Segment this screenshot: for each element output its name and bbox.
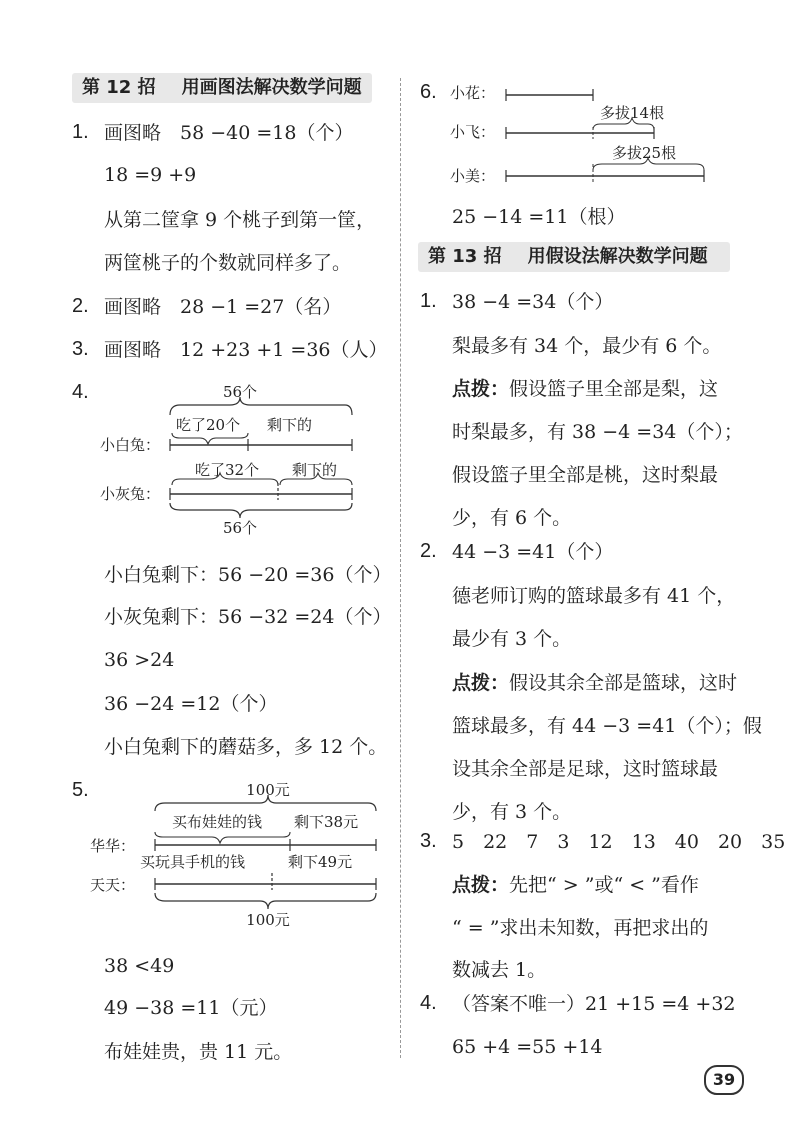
answer-line: 49 −38 =11（元）	[104, 997, 278, 1019]
problem-number: 4.	[420, 992, 437, 1014]
answer-line: 布娃娃贵，贵 11 元。	[104, 1041, 293, 1063]
section-header-12	[72, 73, 372, 103]
answer-line: 梨最多有 34 个，最少有 6 个。	[452, 335, 722, 357]
segment-label: 剩下49元	[288, 853, 353, 871]
page-number: 39	[704, 1065, 744, 1095]
problem-number: 3.	[420, 830, 437, 852]
answer-line: 小白兔剩下：56 −20 =36（个）	[104, 564, 392, 586]
tip-line	[452, 671, 737, 695]
diagram-top-total: 100元	[246, 781, 290, 799]
line-segment-diagram-4	[100, 375, 370, 540]
problem-number: 1.	[420, 290, 437, 312]
column-divider	[400, 78, 401, 1058]
tip-line: 数减去 1。	[452, 959, 547, 981]
line-segment-diagram-6	[440, 78, 720, 193]
problem-number: 4.	[72, 381, 89, 403]
diagram-bottom-total: 56个	[222, 519, 258, 537]
diagram-bottom-total: 100元	[246, 911, 290, 929]
answer-line: 5 22 7 3 12 13 40 20 35	[452, 831, 786, 853]
diagram-top-total: 56个	[222, 383, 258, 401]
section-title: 用假设法解决数学问题	[527, 246, 708, 267]
problem-number: 3.	[72, 338, 89, 360]
segment-label: 剩下的	[267, 416, 313, 434]
problem-number: 2.	[72, 295, 89, 317]
row-label: 小花：	[450, 84, 496, 102]
row-label: 天天：	[90, 876, 136, 894]
problem-number: 1.	[72, 121, 89, 143]
tip-label: 点拨：	[452, 672, 510, 694]
tip-line: “ = ”求出未知数，再把求出的	[452, 917, 709, 939]
answer-line: 小白兔剩下的蘑菇多，多 12 个。	[104, 736, 388, 758]
row-label: 小美：	[450, 167, 496, 185]
more-label: 多拔25根	[612, 144, 677, 162]
segment-label: 吃了20个	[176, 416, 241, 434]
segment-label: 买玩具手机的钱	[140, 853, 246, 871]
line-segment-diagram-5	[90, 775, 390, 935]
tip-text: 假设其余全部是篮球，这时	[509, 672, 738, 694]
tip-label: 点拨：	[452, 378, 510, 400]
tip-label: 点拨：	[452, 874, 510, 896]
tip-line	[452, 873, 699, 897]
answer-line: 44 −3 =41（个）	[452, 541, 614, 563]
answer-line: 最少有 3 个。	[452, 628, 572, 650]
row-label: 小飞：	[450, 123, 496, 141]
row-label: 小白兔：	[100, 436, 161, 454]
tip-line: 假设篮子里全部是桃，这时梨最	[452, 464, 719, 486]
answer-line: 两筐桃子的个数就同样多了。	[104, 252, 352, 274]
section-number: 第 12 招	[82, 77, 156, 98]
brace-under-seg1	[155, 832, 290, 843]
section-header-13	[418, 242, 730, 272]
tip-line: 少，有 6 个。	[452, 507, 572, 529]
answer-line: 从第二筐拿 9 个桃子到第一筐，	[104, 209, 376, 231]
row-label: 华华：	[90, 837, 136, 855]
row-label: 小灰兔：	[100, 485, 161, 503]
answer-line: 25 −14 =11（根）	[452, 206, 626, 228]
problem-number: 5.	[72, 779, 89, 801]
more-label: 多拔14根	[600, 104, 665, 122]
tip-line	[452, 377, 718, 401]
answer-line: 画图略 28 −1 =27（名）	[104, 296, 342, 318]
brace-under-seg1	[172, 433, 248, 444]
answer-line: 36 −24 =12（个）	[104, 693, 278, 715]
brace-bottom	[170, 503, 352, 518]
answer-line: 德老师订购的篮球最多有 41 个，	[452, 585, 736, 607]
answer-line: （答案不唯一）21 +15 =4 +32	[452, 993, 736, 1015]
tip-line: 时梨最多，有 38 −4 =34（个）；	[452, 421, 743, 443]
tip-text: 假设篮子里全部是梨，这	[509, 378, 719, 400]
segment-label: 剩下38元	[294, 813, 359, 831]
answer-line: 38 −4 =34（个）	[452, 291, 614, 313]
answer-line: 画图略 58 −40 =18（个）	[104, 122, 354, 144]
section-number: 第 13 招	[428, 246, 502, 267]
section-title: 用画图法解决数学问题	[181, 77, 362, 98]
segment-label: 剩下的	[292, 461, 338, 479]
answer-line: 18 =9 +9	[104, 164, 197, 186]
tip-line: 设其余全部是足球，这时篮球最	[452, 758, 719, 780]
tip-line: 少，有 3 个。	[452, 801, 572, 823]
brace-bottom	[155, 893, 376, 909]
answer-line: 画图略 12 +23 +1 =36（人）	[104, 339, 388, 361]
segment-label: 买布娃娃的钱	[172, 813, 263, 831]
segment-label: 吃了32个	[195, 461, 260, 479]
tip-line: 篮球最多，有 44 −3 =41（个）；假	[452, 715, 762, 737]
brace-more2	[593, 158, 704, 170]
tip-text: 先把“ > ”或“ < ”看作	[509, 874, 699, 896]
problem-number: 6.	[420, 81, 437, 103]
brace-top	[170, 397, 352, 415]
answer-line: 38 <49	[104, 955, 175, 977]
answer-line: 小灰兔剩下：56 −32 =24（个）	[104, 606, 392, 628]
answer-line: 65 +4 =55 +14	[452, 1036, 603, 1058]
answer-line: 36 >24	[104, 649, 175, 671]
problem-number: 2.	[420, 540, 437, 562]
